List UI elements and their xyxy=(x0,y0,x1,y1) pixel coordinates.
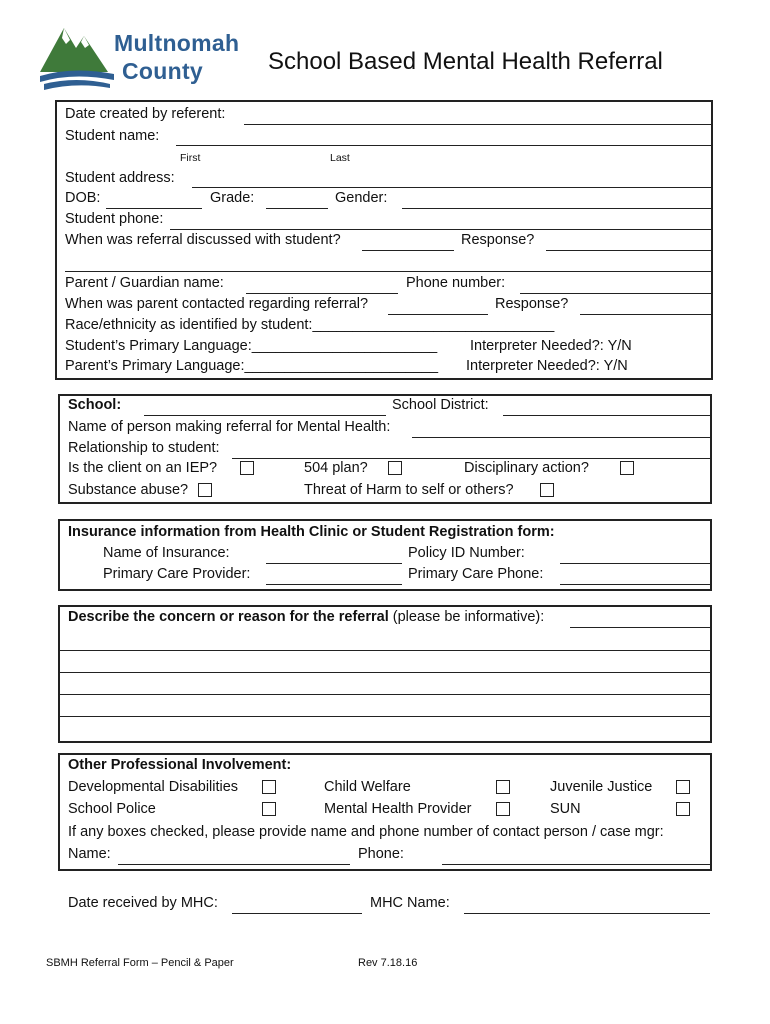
footer-form-name: SBMH Referral Form – Pencil & Paper xyxy=(46,957,234,969)
school-police-label: School Police xyxy=(68,801,156,817)
interpreter-needed-parent: Interpreter Needed?: Y/N xyxy=(466,358,628,374)
threat-checkbox[interactable] xyxy=(540,483,554,497)
student-phone-label: Student phone: xyxy=(65,211,164,227)
referrer-field[interactable] xyxy=(412,437,710,438)
sun-checkbox[interactable] xyxy=(676,802,690,816)
parent-language-label[interactable]: Parent’s Primary Language:________________________ xyxy=(65,358,439,374)
last-name-caption: Last xyxy=(330,152,350,164)
professional-heading: Other Professional Involvement: xyxy=(68,757,292,773)
concern-field-end[interactable] xyxy=(570,627,710,628)
contact-name-field[interactable] xyxy=(118,864,350,865)
concern-line-4[interactable] xyxy=(59,716,711,717)
blank-line[interactable] xyxy=(65,271,712,272)
logo-text-line1: Multnomah xyxy=(114,30,240,56)
student-response-label: Response? xyxy=(461,232,535,248)
concern-line-3[interactable] xyxy=(59,694,711,695)
student-address-field[interactable] xyxy=(192,187,712,188)
concern-line-1[interactable] xyxy=(59,650,711,651)
primary-care-provider-field[interactable] xyxy=(266,584,402,585)
professional-instructions: If any boxes checked, please provide name and phone number of contact person / case mgr: xyxy=(68,824,664,840)
disciplinary-checkbox[interactable] xyxy=(620,461,634,475)
mental-health-provider-checkbox[interactable] xyxy=(496,802,510,816)
grade-field[interactable] xyxy=(266,208,328,209)
insurance-heading: Insurance information from Health Clinic or Student Registration form: xyxy=(68,524,555,540)
mental-health-provider-label: Mental Health Provider xyxy=(324,801,472,817)
gender-field[interactable] xyxy=(402,208,712,209)
parent-phone-field[interactable] xyxy=(520,293,712,294)
concern-line-2[interactable] xyxy=(59,672,711,673)
insurance-name-field[interactable] xyxy=(266,563,402,564)
dev-disabilities-label: Developmental Disabilities xyxy=(68,779,239,795)
race-label[interactable]: Race/ethnicity as identified by student:______________________________ xyxy=(65,317,555,333)
contact-phone-field[interactable] xyxy=(442,864,710,865)
school-label: School: xyxy=(68,397,122,413)
page-title: School Based Mental Health Referral xyxy=(268,48,663,75)
parent-phone-label: Phone number: xyxy=(406,275,506,291)
grade-label: Grade: xyxy=(210,190,255,206)
threat-label: Threat of Harm to self or others? xyxy=(304,482,514,498)
gender-label: Gender: xyxy=(335,190,388,206)
date-created-label: Date created by referent: xyxy=(65,106,226,122)
student-name-label: Student name: xyxy=(65,128,160,144)
dob-field[interactable] xyxy=(106,208,202,209)
referrer-label: Name of person making referral for Mental Health: xyxy=(68,419,391,435)
dev-disabilities-checkbox[interactable] xyxy=(262,780,276,794)
policy-id-label: Policy ID Number: xyxy=(408,545,525,561)
parent-name-label: Parent / Guardian name: xyxy=(65,275,224,291)
first-name-caption: First xyxy=(180,152,201,164)
insurance-name-label: Name of Insurance: xyxy=(103,545,230,561)
discussed-label: When was referral discussed with student? xyxy=(65,232,341,248)
contact-phone-label: Phone: xyxy=(358,846,404,862)
date-received-label: Date received by MHC: xyxy=(68,895,218,911)
student-phone-field[interactable] xyxy=(170,229,712,230)
student-language-label[interactable]: Student’s Primary Language:_______________________ xyxy=(65,338,438,354)
student-address-label: Student address: xyxy=(65,170,175,186)
district-field[interactable] xyxy=(503,415,710,416)
dob-label: DOB: xyxy=(65,190,101,206)
juvenile-justice-checkbox[interactable] xyxy=(676,780,690,794)
iep-label: Is the client on an IEP? xyxy=(68,460,218,476)
substance-label: Substance abuse? xyxy=(68,482,189,498)
504-plan-checkbox[interactable] xyxy=(388,461,402,475)
date-created-field[interactable] xyxy=(244,124,712,125)
contact-name-label: Name: xyxy=(68,846,111,862)
primary-care-phone-field[interactable] xyxy=(560,584,710,585)
mhc-name-field[interactable] xyxy=(464,913,710,914)
child-welfare-label: Child Welfare xyxy=(324,779,411,795)
parent-contacted-label: When was parent contacted regarding referral? xyxy=(65,296,369,312)
parent-response-label: Response? xyxy=(495,296,569,312)
concern-heading-bold: Describe the concern or reason for the referral xyxy=(68,609,389,625)
juvenile-justice-label: Juvenile Justice xyxy=(550,779,653,795)
primary-care-phone-label: Primary Care Phone: xyxy=(408,566,544,582)
interpreter-needed-student: Interpreter Needed?: Y/N xyxy=(470,338,632,354)
substance-checkbox[interactable] xyxy=(198,483,212,497)
parent-name-field[interactable] xyxy=(246,293,398,294)
relationship-label: Relationship to student: xyxy=(68,440,220,456)
relationship-field[interactable] xyxy=(232,458,710,459)
parent-contacted-field[interactable] xyxy=(388,314,488,315)
student-name-field[interactable] xyxy=(176,145,712,146)
child-welfare-checkbox[interactable] xyxy=(496,780,510,794)
sun-label: SUN xyxy=(550,801,581,817)
school-police-checkbox[interactable] xyxy=(262,802,276,816)
district-label: School District: xyxy=(392,397,489,413)
concern-heading-rest: (please be informative): xyxy=(388,609,545,625)
logo xyxy=(38,22,253,90)
student-response-field[interactable] xyxy=(546,250,712,251)
disciplinary-label: Disciplinary action? xyxy=(464,460,589,476)
parent-response-field[interactable] xyxy=(580,314,712,315)
logo-text-line2: County xyxy=(122,58,204,84)
mhc-name-label: MHC Name: xyxy=(370,895,450,911)
504-plan-label: 504 plan? xyxy=(304,460,368,476)
policy-id-field[interactable] xyxy=(560,563,710,564)
primary-care-provider-label: Primary Care Provider: xyxy=(103,566,251,582)
iep-checkbox[interactable] xyxy=(240,461,254,475)
mountain-logo-icon xyxy=(38,22,118,90)
concern-heading xyxy=(68,609,544,626)
school-field[interactable] xyxy=(144,415,386,416)
date-received-field[interactable] xyxy=(232,913,362,914)
discussed-field[interactable] xyxy=(362,250,454,251)
footer-revision: Rev 7.18.16 xyxy=(358,957,418,969)
